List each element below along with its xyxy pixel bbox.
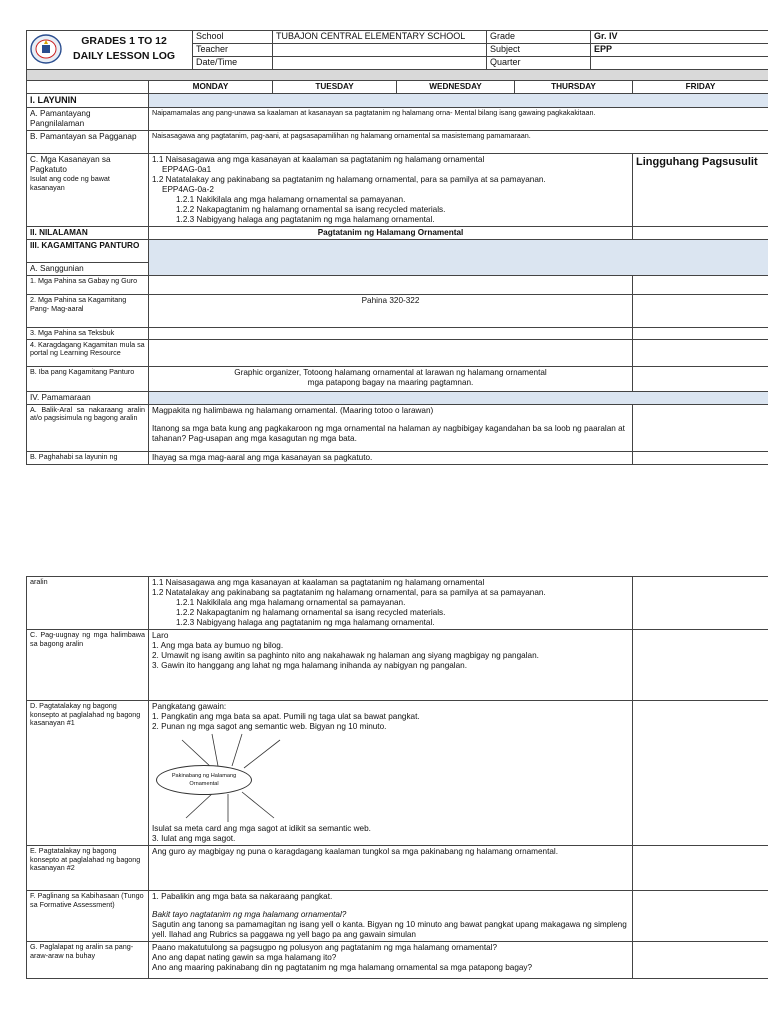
p2-row2-friday: [633, 630, 768, 701]
p2-objective-1-2-2: 1.2.2 Nakapagtanim ng halamang ornamental sa isang recycled materials.: [176, 608, 446, 617]
paghahabi-friday: [633, 451, 768, 464]
grade-label: Grade: [487, 31, 591, 44]
subject-label: Subject: [487, 44, 591, 57]
g-question-2: Ano ang dapat nating gawin sa mga halamang ito?: [152, 953, 337, 962]
p2-row5-friday: [633, 891, 768, 942]
code-2: EPP4AG-0a-2: [162, 185, 214, 194]
g-question-1: Paano makatutulong sa pagsugpo ng polusyon ang pagtatanim ng mga halamang ornamental?: [152, 943, 498, 952]
nilalaman-friday: [633, 227, 768, 240]
f-label: F. Paglinang sa Kabihasaan (Tungo sa Formative Assessment): [27, 891, 149, 942]
laro-step-3: 3. Gawin ito hanggang ang lahat ng mga halamang inihanda ay nabigyan ng pangalan.: [152, 661, 468, 670]
d-cell: [149, 701, 633, 846]
gabay-friday: [633, 276, 768, 295]
g-label: G. Paglalapat ng aralin sa pang-araw-araw na buhay: [27, 942, 149, 979]
school-label: School: [193, 31, 273, 44]
kasanayan-objectives: [149, 154, 633, 227]
web-label-2: Ornamental: [189, 781, 219, 787]
teacher-value: [273, 44, 487, 57]
pagugnay-label: C. Pag-uugnay ng mga halimbawa sa bagong aralin: [27, 630, 149, 701]
day-header-blank: [27, 81, 149, 94]
iba-label: B. Iba pang Kagamitang Panturo: [27, 366, 149, 391]
d-step-4: 3. Iulat ang mga sagot.: [152, 834, 236, 843]
teksbuk-label: 3. Mga Pahina sa Teksbuk: [27, 328, 149, 340]
kagamitang-label: III. KAGAMITANG PANTURO: [27, 240, 149, 263]
page-1: [0, 30, 768, 465]
teksbuk-friday: [633, 328, 768, 340]
d-step-3: Isulat sa meta card ang mga sagot at idikit sa semantic web.: [152, 824, 371, 833]
datetime-label: Date/Time: [193, 57, 273, 70]
f-cell: [149, 891, 633, 942]
pangmagaaral-label: 2. Mga Pahina sa Kagamitang Pang- Mag-aaral: [27, 295, 149, 328]
gabay-value: [149, 276, 633, 295]
d-step-2: 2. Punan ng mga sagot ang semantic web. Bigyan ng 10 minuto.: [152, 722, 387, 731]
day-monday: MONDAY: [149, 81, 273, 94]
kasanayan-sublabel: Isulat ang code ng bawat kasanayan: [30, 174, 110, 192]
p2-objective-1-2: 1.2 Natatalakay ang pakinabang sa pagtatanim ng halamang ornamental, para sa pamilya at sa pamayanan.: [152, 588, 546, 597]
kagamitang-band: [149, 240, 768, 276]
d-title: Pangkatang gawain:: [152, 702, 227, 711]
g-cell: [149, 942, 633, 979]
quarter-value: [591, 57, 768, 70]
deped-seal-icon: [29, 33, 63, 65]
laro-title: Laro: [152, 631, 169, 640]
spacer-row: [27, 70, 768, 81]
paghahabi-label: B. Paghahabi sa layunin ng: [27, 451, 149, 464]
semantic-web-center: [156, 765, 252, 795]
procedure-table: [26, 576, 768, 979]
sanggunian-label: A. Sanggunian: [27, 263, 149, 276]
lesson-table: [26, 69, 768, 465]
pagganap-text: Naisasagawa ang pagtatanim, pag-aani, at pagsasapamilihan ng halamang ornamental sa masistemang pamamaraan.: [149, 131, 768, 154]
gabay-label: 1. Mga Pahina sa Gabay ng Guro: [27, 276, 149, 295]
karagdagang-value: [149, 339, 633, 366]
kasanayan-label: C. Mga Kasanayan sa Pagkatuto: [30, 155, 111, 174]
d-label: D. Pagtatalakay ng bagong konsepto at paglalahad ng bagong kasanayan #1: [27, 701, 149, 846]
quarter-label: Quarter: [487, 57, 591, 70]
balik-text: [149, 404, 633, 451]
p2-objective-1-2-3: 1.2.3 Nabigyang halaga ang pagtatanim ng mga halamang ornamental.: [176, 618, 435, 627]
header-table: [26, 30, 768, 70]
laro-cell: [149, 630, 633, 701]
d-step-1: 1. Pangkatin ang mga bata sa apat. Pumili ng taga ulat sa bawat pangkat.: [152, 712, 420, 721]
grade-value: Gr. IV: [591, 31, 768, 44]
web-label-1: Pakinabang ng Halamang: [171, 773, 237, 779]
objective-1-2-1: 1.2.1 Nakikilala ang mga halamang ornamental sa pamayanan.: [176, 195, 406, 204]
day-wednesday: WEDNESDAY: [397, 81, 515, 94]
title-cell: [27, 31, 193, 70]
pamantayang-text: Naipamamalas ang pang-unawa sa kaalaman at kasanayan sa pagtatanim ng halamang orna- Mental bilang isang gawaing pagkakakitaan.: [149, 108, 768, 131]
balik-text-1: Magpakita ng halimbawa ng halamang ornamental. (Maaring totoo o larawan): [152, 405, 434, 415]
p2-objective-1-1: 1.1 Naisasagawa ang mga kasanayan at kaalaman sa pagtatanim ng halamang ornamental: [152, 578, 485, 587]
iba-text: [149, 366, 633, 391]
code-1: EPP4AG-0a1: [162, 165, 212, 174]
semantic-web: [152, 732, 629, 824]
pahina-text: Pahina 320-322: [149, 295, 633, 328]
day-friday: FRIDAY: [633, 81, 768, 94]
laro-step-2: 2. Umawit ng isang awitin sa paghinto nito ang nakahawak ng halaman ang siyang magbigay ng pangalan.: [152, 651, 539, 660]
iba-friday: [633, 366, 768, 391]
balik-text-2: Itanong sa mga bata kung ang pagkakaroon ng mga ornamental na halaman ay nagbibigay kagandahan ba sa loob ng paaralan at tahanan? Pag-usapan ang mga kasagutan ng mga bata.: [152, 423, 625, 443]
p2-row4-friday: [633, 846, 768, 891]
f-step-1: 1. Pabalikin ang mga bata sa nakaraang pangkat.: [152, 892, 333, 901]
f-step-2: Sagutin ang tanong sa pamamagitan ng isang yell o kanta. Bigyan ng 10 minuto ang bawat pangkat upang makagawa ng simpleng yell. Ilahad ang Rubrics sa paggawa ng yell bago pa ang gawain simulan: [152, 920, 627, 939]
iba-text-2: mga patapong bagay na maaring pagtamnan.: [307, 377, 474, 387]
g-question-3: Ano ang maaring pakinabang din ng pagtatanim ng mga halamang ornamental sa mga patapong bagay?: [152, 963, 533, 972]
datetime-value: [273, 57, 487, 70]
teacher-label: Teacher: [193, 44, 273, 57]
aralin-label: aralin: [27, 577, 149, 630]
friday-note: Lingguhang Pagsusulit: [633, 154, 768, 227]
objective-1-1: 1.1 Naisasagawa ang mga kasanayan at kaalaman sa pagtatanim ng halamang ornamental: [152, 155, 485, 164]
kasanayan-label-cell: [27, 154, 149, 227]
p2-row1-friday: [633, 577, 768, 630]
day-tuesday: TUESDAY: [273, 81, 397, 94]
layunin-band: [149, 94, 768, 108]
paghahabi-text: Ihayag sa mga mag-aaral ang mga kasanayan sa pagkatuto.: [149, 451, 633, 464]
e-text: Ang guro ay magbigay ng puna o karagdagang kaalaman tungkol sa mga pakinabang ng halamang ornamental.: [149, 846, 633, 891]
pamamaraan-label: IV. Pamamaraan: [27, 391, 149, 404]
f-question: Bakit tayo nagtatanim ng mga halamang ornamental?: [152, 910, 347, 919]
p2-row6-friday: [633, 942, 768, 979]
objective-1-2-2: 1.2.2 Nakapagtanim ng halamang ornamental sa isang recycled materials.: [176, 205, 446, 214]
pamamaraan-band: [149, 391, 768, 404]
pamantayang-label: A. Pamantayang Pangnilalaman: [27, 108, 149, 131]
page-2: [0, 576, 768, 979]
balik-friday: [633, 404, 768, 451]
page2-objectives: [149, 577, 633, 630]
title-grades: GRADES 1 TO 12: [81, 35, 167, 47]
balik-label: A. Balik-Aral sa nakaraang aralin at/o pagsisimula ng bagong aralin: [27, 404, 149, 451]
subject-value: EPP: [591, 44, 768, 57]
nilalaman-label: II. NILALAMAN: [27, 227, 149, 240]
objective-1-2-3: 1.2.3 Nabigyang halaga ang pagtatanim ng mga halamang ornamental.: [176, 215, 435, 224]
title-dll: DAILY LESSON LOG: [73, 50, 176, 62]
karagdagang-friday: [633, 339, 768, 366]
karagdagang-label: 4. Karagdagang Kagamitan mula sa portal ng Learning Resource: [27, 339, 149, 366]
layunin-heading: I. LAYUNIN: [27, 94, 149, 108]
laro-step-1: 1. Ang mga bata ay bumuo ng bilog.: [152, 641, 284, 650]
nilalaman-text: Pagtatanim ng Halamang Ornamental: [149, 227, 633, 240]
pangmagaaral-friday: [633, 295, 768, 328]
p2-row3-friday: [633, 701, 768, 846]
e-label: E. Pagtatalakay ng bagong konsepto at paglalahad ng bagong kasanayan #2: [27, 846, 149, 891]
p2-objective-1-2-1: 1.2.1 Nakikilala ang mga halamang ornamental sa pamayanan.: [176, 598, 406, 607]
pagganap-label: B. Pamantayan sa Pagganap: [27, 131, 149, 154]
teksbuk-value: [149, 328, 633, 340]
objective-1-2: 1.2 Natatalakay ang pakinabang sa pagtatanim ng halamang ornamental, para sa pamilya at sa pamayanan.: [152, 175, 546, 184]
day-thursday: THURSDAY: [515, 81, 633, 94]
iba-text-1: Graphic organizer, Totoong halamang ornamental at larawan ng halamang ornamental: [234, 367, 547, 377]
school-value: TUBAJON CENTRAL ELEMENTARY SCHOOL: [273, 31, 487, 44]
